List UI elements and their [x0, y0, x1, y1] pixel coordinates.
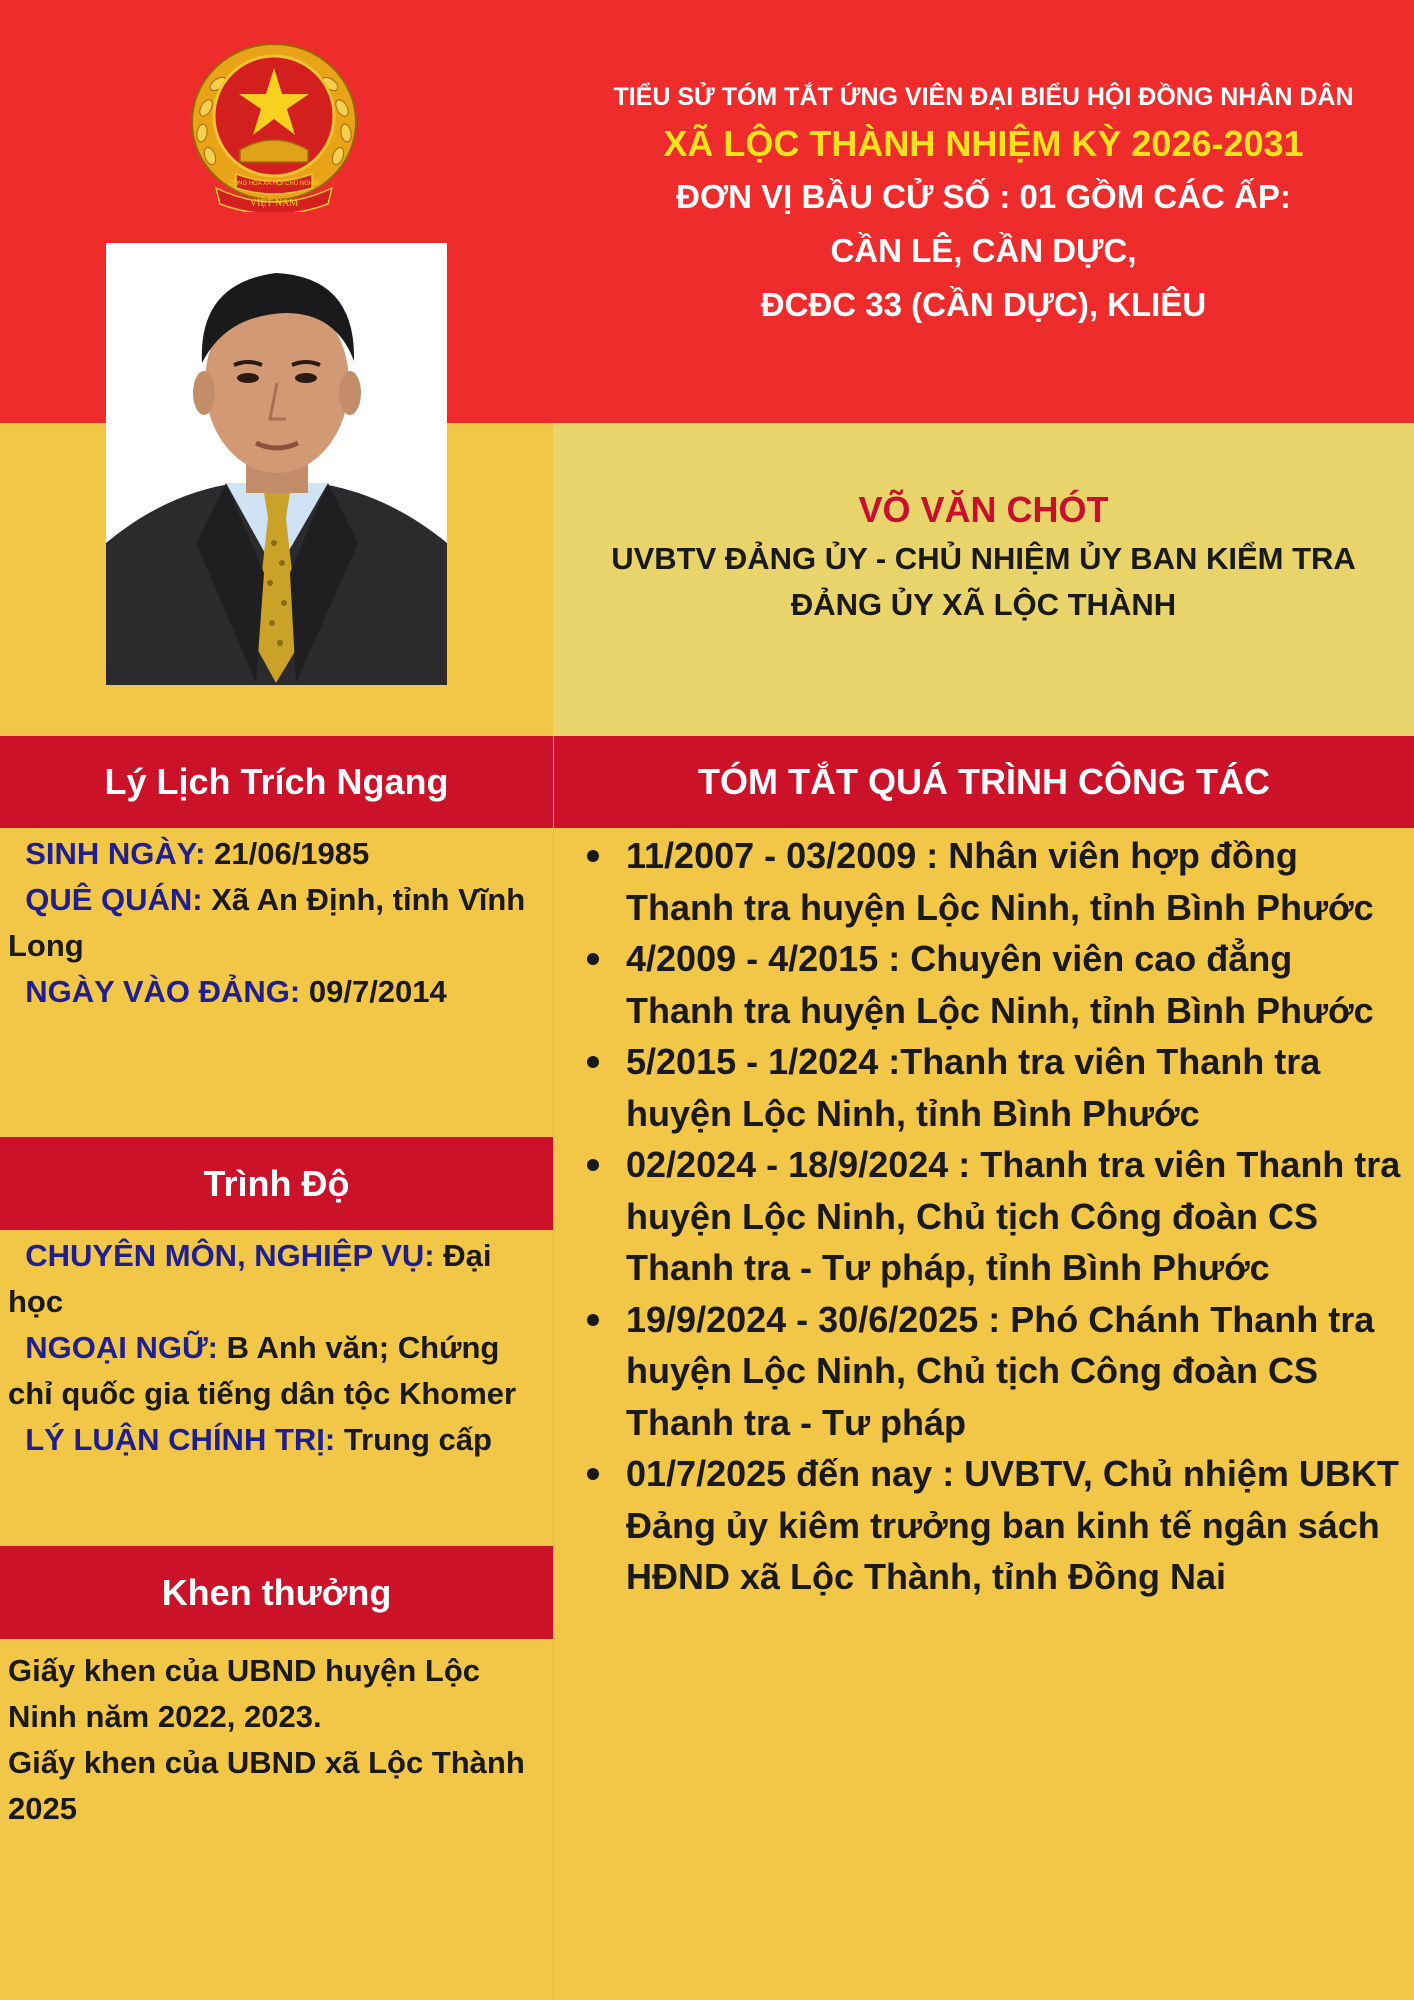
career-item: 5/2015 - 1/2024 :Thanh tra viên Thanh tra huyện Lộc Ninh, tỉnh Bình Phước — [583, 1036, 1405, 1139]
career-item: 02/2024 - 18/9/2024 : Thanh tra viên Thanh tra huyện Lộc Ninh, Chủ tịch Công đoàn CS Thanh tra - Tư pháp, tỉnh Bình Phước — [583, 1139, 1405, 1294]
party-join-row — [8, 969, 543, 1015]
document-header — [553, 78, 1414, 332]
award-item: Giấy khen của UBND huyện Lộc Ninh năm 2022, 2023. — [8, 1653, 480, 1734]
candidate-photo — [106, 243, 447, 685]
header-term: XÃ LỘC THÀNH NHIỆM KỲ 2026-2031 — [663, 123, 1304, 164]
career-item: 19/9/2024 - 30/6/2025 : Phó Chánh Thanh tra huyện Lộc Ninh, Chủ tịch Công đoàn CS Thanh tra - Tư pháp — [583, 1294, 1405, 1449]
politics-value: Trung cấp — [335, 1422, 492, 1457]
language-label: NGOẠI NGỮ: — [25, 1330, 219, 1365]
column-divider — [553, 736, 554, 2000]
hometown-row — [8, 877, 543, 969]
politics-label: LÝ LUẬN CHÍNH TRỊ: — [25, 1422, 336, 1457]
language-value: B Anh văn; Chứng chỉ quốc gia tiếng dân tộc Khomer — [8, 1330, 517, 1411]
politics-row — [8, 1417, 548, 1463]
candidate-position-line1: UVBTV ĐẢNG ỦY - CHỦ NHIỆM ỦY BAN KIỂM TRA — [611, 541, 1356, 576]
birth-date-row — [8, 831, 543, 877]
candidate-block — [553, 484, 1414, 628]
education-details — [8, 1233, 548, 1463]
emblem-banner-text: VIỆT NAM — [249, 198, 299, 209]
career-item: 01/7/2025 đến nay : UVBTV, Chủ nhiệm UBKT Đảng ủy kiêm trưởng ban kinh tế ngân sách HĐND xã Lộc Thành, tỉnh Đồng Nai — [583, 1448, 1405, 1603]
bio-details — [8, 831, 543, 1015]
hometown-label: QUÊ QUÁN: — [25, 882, 203, 917]
career-timeline — [583, 830, 1405, 1603]
national-emblem-icon — [188, 38, 360, 212]
awards-details — [8, 1648, 538, 1832]
language-row — [8, 1325, 548, 1417]
education-section-header: Trình Độ — [0, 1137, 553, 1230]
party-join-label: NGÀY VÀO ĐẢNG: — [25, 974, 301, 1009]
career-item: 11/2007 - 03/2009 : Nhân viên hợp đồng Thanh tra huyện Lộc Ninh, tỉnh Bình Phước — [583, 830, 1405, 933]
birth-date-value: 21/06/1985 — [205, 836, 370, 871]
birth-date-label: SINH NGÀY: — [25, 836, 206, 871]
career-item: 4/2009 - 4/2015 : Chuyên viên cao đẳng Thanh tra huyện Lộc Ninh, tỉnh Bình Phước — [583, 933, 1405, 1036]
major-row — [8, 1233, 548, 1325]
award-item: Giấy khen của UBND xã Lộc Thành 2025 — [8, 1745, 525, 1826]
bio-section-header: Lý Lịch Trích Ngang — [0, 736, 553, 828]
emblem-ring-text: CỘNG HÒA XÃ HỘI CHỦ NGHĨA — [229, 181, 319, 187]
career-section-header: TÓM TẮT QUÁ TRÌNH CÔNG TÁC — [554, 736, 1414, 828]
awards-section-header: Khen thưởng — [0, 1546, 553, 1639]
hometown-value: Xã An Định, tỉnh Vĩnh Long — [8, 882, 526, 963]
major-value: Đại học — [8, 1238, 492, 1319]
header-title: TIỂU SỬ TÓM TẮT ỨNG VIÊN ĐẠI BIỂU HỘI ĐỒNG NHÂN DÂN — [613, 83, 1354, 111]
header-hamlets-1: CẦN LÊ, CẦN DỰC, — [830, 232, 1137, 269]
major-label: CHUYÊN MÔN, NGHIỆP VỤ: — [25, 1238, 435, 1273]
party-join-value: 09/7/2014 — [300, 974, 447, 1009]
header-constituency: ĐƠN VỊ BẦU CỬ SỐ : 01 GỒM CÁC ẤP: — [676, 178, 1291, 215]
candidate-position-line2: ĐẢNG ỦY XÃ LỘC THÀNH — [790, 587, 1177, 622]
header-hamlets-2: ĐCĐC 33 (CẦN DỰC), KLIÊU — [760, 286, 1207, 323]
candidate-name: VÕ VĂN CHÓT — [858, 489, 1109, 530]
